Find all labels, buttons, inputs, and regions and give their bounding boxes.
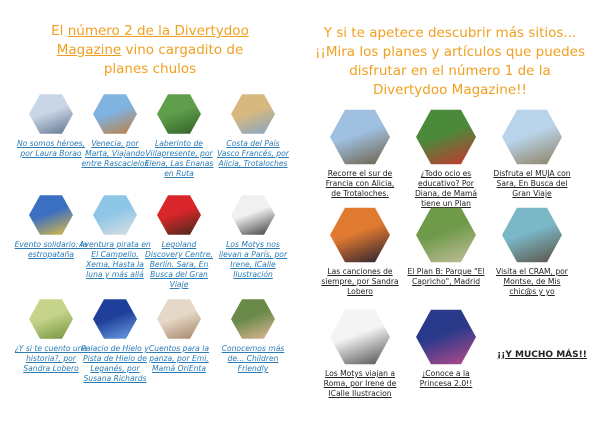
article-card[interactable] <box>14 298 88 374</box>
article-thumbnail[interactable] <box>157 298 201 340</box>
article-thumbnail[interactable] <box>502 206 562 264</box>
article-thumbnail[interactable] <box>416 108 476 166</box>
article-link[interactable]: Disfruta el MUJA con Sara, En Busca del Gran Viaje <box>493 169 571 198</box>
article-thumbnail[interactable] <box>231 298 275 340</box>
article-thumbnail[interactable] <box>93 298 137 340</box>
article-link[interactable]: Laberinto de Villapresente, por Elena, Las Enanas en Ruta <box>144 139 214 178</box>
article-thumbnail[interactable] <box>330 308 390 366</box>
article-link[interactable]: ¿Todo ocio es educativo? Por Diana, de Mamá tiene un Plan <box>414 169 478 208</box>
article-card[interactable] <box>406 308 486 389</box>
article-link[interactable]: Los Motys nos llevan a París, por Irene, ICalle Ilustración <box>218 240 288 279</box>
article-link[interactable]: Visita el CRAM, por Montse, de Mis chic@s y yo <box>496 267 568 296</box>
article-link[interactable]: Palacio de Hielo y Pista de Hielo de Leganés, por Susana Richards <box>81 344 149 383</box>
article-thumbnail[interactable] <box>502 108 562 166</box>
article-card[interactable] <box>320 108 400 199</box>
left-heading <box>40 22 260 79</box>
article-card[interactable] <box>78 194 152 280</box>
article-card[interactable] <box>142 298 216 374</box>
article-link[interactable]: ¡Conoce a la Princesa 2.0!! <box>419 369 473 388</box>
article-card[interactable] <box>492 108 572 199</box>
article-thumbnail[interactable] <box>29 298 73 340</box>
article-card[interactable] <box>216 194 290 280</box>
article-thumbnail[interactable] <box>157 194 201 236</box>
article-card[interactable] <box>406 206 486 287</box>
article-link[interactable]: ¿Y si te cuento una historia?, por Sandra Lobero <box>14 344 88 373</box>
heading-text: vino cargadito de planes chulos <box>103 42 244 77</box>
article-thumbnail[interactable] <box>29 93 73 135</box>
article-link[interactable]: Conocemos más de... Children Friendly <box>221 344 285 373</box>
article-card[interactable] <box>14 93 88 159</box>
article-card[interactable] <box>142 93 216 179</box>
article-link[interactable]: Los Motys viajan a Roma, por Irene de ICalle Ilustracion <box>323 369 397 398</box>
article-link[interactable]: No somos héroes, por Laura Borao <box>16 139 86 158</box>
article-thumbnail[interactable] <box>330 206 390 264</box>
article-card[interactable] <box>142 194 216 290</box>
more-link[interactable]: ¡¡Y MUCHO MÁS!! <box>497 350 587 360</box>
article-thumbnail[interactable] <box>231 93 275 135</box>
article-link[interactable]: Aventura pirata en El Campello. Xema, Hasta la luna y más allá <box>79 240 151 279</box>
article-link[interactable]: Cuentos para la panza, por Emi, Mamá OriEnta <box>148 344 210 373</box>
article-link[interactable]: Las canciones de siempre, por Sandra Lobero <box>321 267 399 296</box>
right-panel <box>300 0 600 424</box>
article-thumbnail[interactable] <box>416 308 476 366</box>
article-link[interactable]: Recorre el sur de Francia con Alicia, de Trotaloches. <box>325 169 395 198</box>
article-thumbnail[interactable] <box>416 206 476 264</box>
right-heading: Y si te apetece descubrir más sitios... ¡¡Mira los planes y artículos que puedes disfrutar en el número 1 de la Divertydoo Magazine!! <box>315 25 585 98</box>
article-card[interactable] <box>320 308 400 399</box>
article-link[interactable]: El Plan B: Parque "El Capricho", Madrid <box>407 267 485 286</box>
article-card[interactable] <box>78 93 152 169</box>
article-card[interactable] <box>78 298 152 384</box>
article-link[interactable]: Venecia, por Marta, Viajando entre Rascacielos <box>81 139 149 168</box>
magazine-2-link[interactable]: número 2 de la Divertydoo Magazine <box>56 23 249 58</box>
article-card[interactable] <box>14 194 88 260</box>
heading-text: El <box>51 23 68 39</box>
article-card[interactable] <box>492 206 572 297</box>
article-thumbnail[interactable] <box>157 93 201 135</box>
article-card[interactable] <box>216 298 290 374</box>
article-card[interactable] <box>406 108 486 209</box>
article-link[interactable]: Legoland Discovery Centre, Berlín. Sara, En Busca del Gran Viaje <box>145 240 213 289</box>
article-card[interactable] <box>216 93 290 169</box>
article-thumbnail[interactable] <box>231 194 275 236</box>
article-link[interactable]: Evento solidario: la estropataña <box>14 240 88 259</box>
article-thumbnail[interactable] <box>93 194 137 236</box>
article-thumbnail[interactable] <box>29 194 73 236</box>
article-thumbnail[interactable] <box>330 108 390 166</box>
article-thumbnail[interactable] <box>93 93 137 135</box>
article-link[interactable]: Costa del País Vasco Francés, por Alicia, Trotaloches <box>217 139 289 168</box>
article-card[interactable] <box>320 206 400 297</box>
